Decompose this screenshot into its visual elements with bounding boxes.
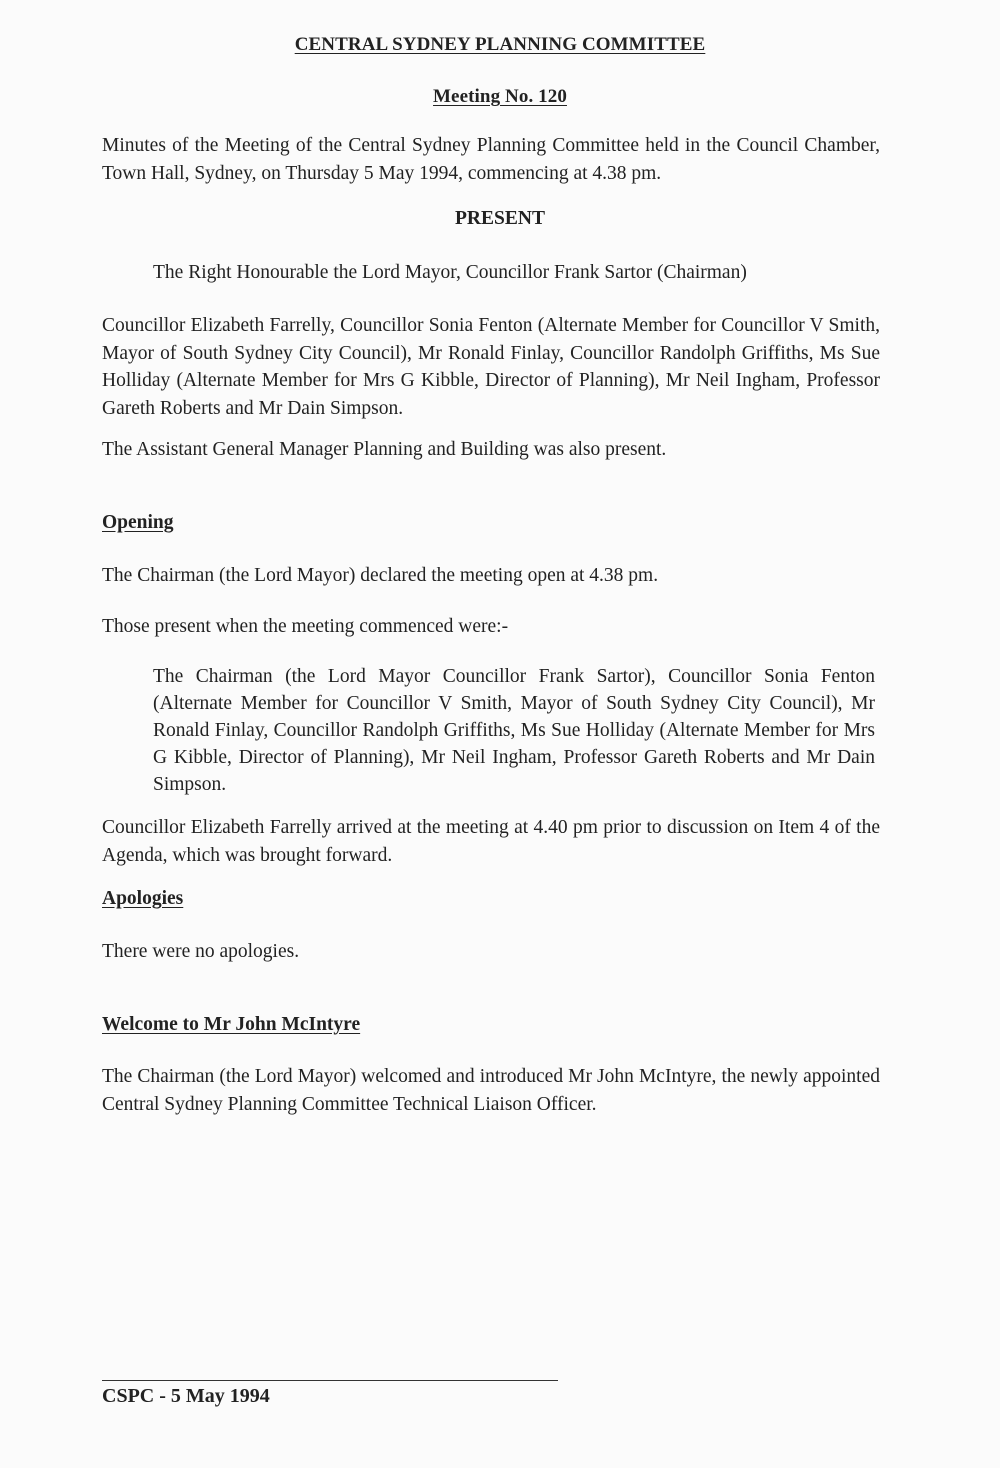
present-heading: PRESENT (455, 208, 545, 229)
intro-paragraph: Minutes of the Meeting of the Central Sydney Planning Committee held in the Council Chamber, Town Hall, Sydney, on Thursday 5 May 1994, commencing at 4.38 pm. (102, 135, 880, 184)
welcome-paragraph: The Chairman (the Lord Mayor) welcomed and introduced Mr John McIntyre, the newly appointed Central Sydney Planning Committee Technical Liaison Officer. (102, 1066, 880, 1115)
opening-declared: The Chairman (the Lord Mayor) declared the meeting open at 4.38 pm. (102, 565, 659, 586)
attendees-list: The Chairman (the Lord Mayor Councillor Frank Sartor), Councillor Sonia Fenton (Alternate Member for Councillor V Smith, Mayor of South Sydney City Council), Mr Ronald Finlay, Councillor Randolph Griffiths, Ms Sue Holliday (Alternate Member for Mrs G Kibble, Director of Planning), Mr Neil Ingham, Professor Gareth Roberts and Mr Dain Simpson. (153, 666, 875, 795)
chairman-line: The Right Honourable the Lord Mayor, Councillor Frank Sartor (Chairman) (153, 262, 747, 283)
footer-rule (102, 1380, 558, 1381)
welcome-heading: Welcome to Mr John McIntyre (102, 1014, 361, 1035)
apologies-text: There were no apologies. (102, 941, 300, 962)
members-paragraph: Councillor Elizabeth Farrelly, Councillor Sonia Fenton (Alternate Member for Councillor V Smith, Mayor of South Sydney City Council), Mr Ronald Finlay, Councillor Randolph Griffiths, Ms Sue Holliday (Alternate Member for Mrs G Kibble, Director of Planning), Mr Neil Ingham, Professor Gareth Roberts and Mr Dain Simpson. (102, 315, 880, 419)
meeting-number: Meeting No. 120 (433, 86, 567, 107)
also-present-paragraph: The Assistant General Manager Planning and Building was also present. (102, 439, 667, 460)
arrival-paragraph: Councillor Elizabeth Farrelly arrived at the meeting at 4.40 pm prior to discussion on Item 4 of the Agenda, which was brought forward. (102, 817, 880, 866)
document-title: CENTRAL SYDNEY PLANNING COMMITTEE (294, 34, 706, 55)
apologies-heading: Apologies (102, 888, 184, 909)
footer-text: CSPC - 5 May 1994 (102, 1385, 270, 1407)
opening-heading: Opening (102, 512, 174, 533)
those-present-line: Those present when the meeting commenced were:- (102, 616, 509, 637)
